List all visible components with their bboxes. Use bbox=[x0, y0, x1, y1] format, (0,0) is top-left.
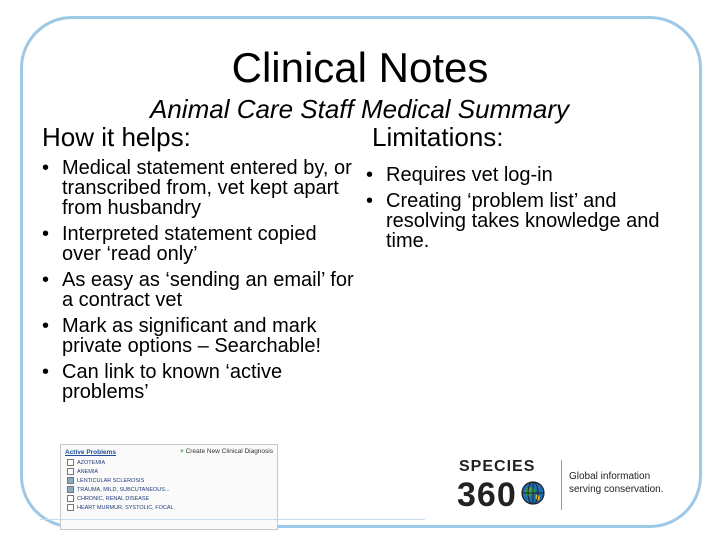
bullet-icon: • bbox=[42, 269, 50, 291]
problem-label: ANEMIA bbox=[77, 469, 99, 475]
problem-row bbox=[67, 486, 174, 495]
list-item-text: As easy as ‘sending an email’ for a contract vet bbox=[62, 269, 354, 311]
problem-row bbox=[67, 495, 174, 504]
helps-heading: How it helps: bbox=[42, 122, 191, 152]
problem-row bbox=[67, 477, 174, 486]
problem-list bbox=[67, 459, 174, 513]
checkbox-checked-icon bbox=[67, 486, 74, 493]
list-item bbox=[40, 270, 360, 310]
list-item bbox=[364, 165, 694, 185]
slide-subtitle: Animal Care Staff Medical Summary bbox=[150, 94, 570, 124]
tagline-line-2: serving conservation. bbox=[569, 484, 664, 495]
limitations-heading: Limitations: bbox=[372, 122, 504, 152]
problem-label: CHRONIC, RENAL DISEASE bbox=[77, 496, 150, 502]
bottom-rule bbox=[40, 519, 425, 520]
list-item-text: Mark as significant and mark private options – Searchable! bbox=[62, 315, 322, 357]
problem-label: HEART MURMUR, SYSTOLIC, FOCAL bbox=[77, 505, 174, 511]
list-item bbox=[364, 191, 694, 251]
logo-species-word: SPECIES bbox=[459, 458, 536, 475]
bullet-icon: • bbox=[366, 190, 374, 212]
globe-icon bbox=[520, 480, 546, 506]
active-problems-heading: Active Problems bbox=[65, 449, 116, 456]
problem-row bbox=[67, 468, 174, 477]
list-item-text: Requires vet log-in bbox=[386, 164, 553, 186]
problem-label: TRAUMA, MILD, SUBCUTANEOUS... bbox=[77, 487, 170, 493]
list-item bbox=[40, 362, 360, 402]
list-item-text: Interpreted statement copied over ‘read only’ bbox=[62, 223, 317, 265]
tagline-line-1: Global information bbox=[569, 471, 651, 482]
list-item bbox=[40, 316, 360, 356]
slide-title: Clinical Notes bbox=[231, 44, 489, 91]
list-item-text: Medical statement entered by, or transcribed from, vet kept apart from husbandry bbox=[62, 157, 352, 219]
list-item-text: Creating ‘problem list’ and resolving takes knowledge and time. bbox=[386, 190, 660, 252]
logo-360-number: 360 bbox=[457, 476, 517, 514]
create-diagnosis-label: Create New Clinical Diagnosis bbox=[185, 448, 273, 455]
bullet-icon: • bbox=[42, 223, 50, 245]
bullet-icon: • bbox=[366, 164, 374, 186]
bullet-icon: • bbox=[42, 361, 50, 383]
list-item bbox=[40, 158, 360, 218]
checkbox-checked-icon bbox=[67, 477, 74, 484]
problem-label: AZOTEMIA bbox=[77, 460, 106, 466]
list-item bbox=[40, 224, 360, 264]
limitations-list bbox=[364, 165, 694, 257]
active-problems-screenshot bbox=[60, 444, 278, 530]
problem-label: LENTICULAR SCLEROSIS bbox=[77, 478, 145, 484]
problem-row bbox=[67, 459, 174, 468]
list-item-text: Can link to known ‘active problems’ bbox=[62, 361, 283, 403]
checkbox-icon bbox=[67, 468, 74, 475]
logo-tagline bbox=[569, 470, 664, 496]
helps-list bbox=[40, 158, 360, 408]
bullet-icon: • bbox=[42, 315, 50, 337]
checkbox-icon bbox=[67, 504, 74, 511]
checkbox-icon bbox=[67, 459, 74, 466]
plus-icon: + bbox=[179, 448, 184, 455]
create-diagnosis-button bbox=[180, 448, 273, 455]
logo-divider bbox=[561, 460, 562, 510]
checkbox-icon bbox=[67, 495, 74, 502]
problem-row bbox=[67, 504, 174, 513]
bullet-icon: • bbox=[42, 157, 50, 179]
